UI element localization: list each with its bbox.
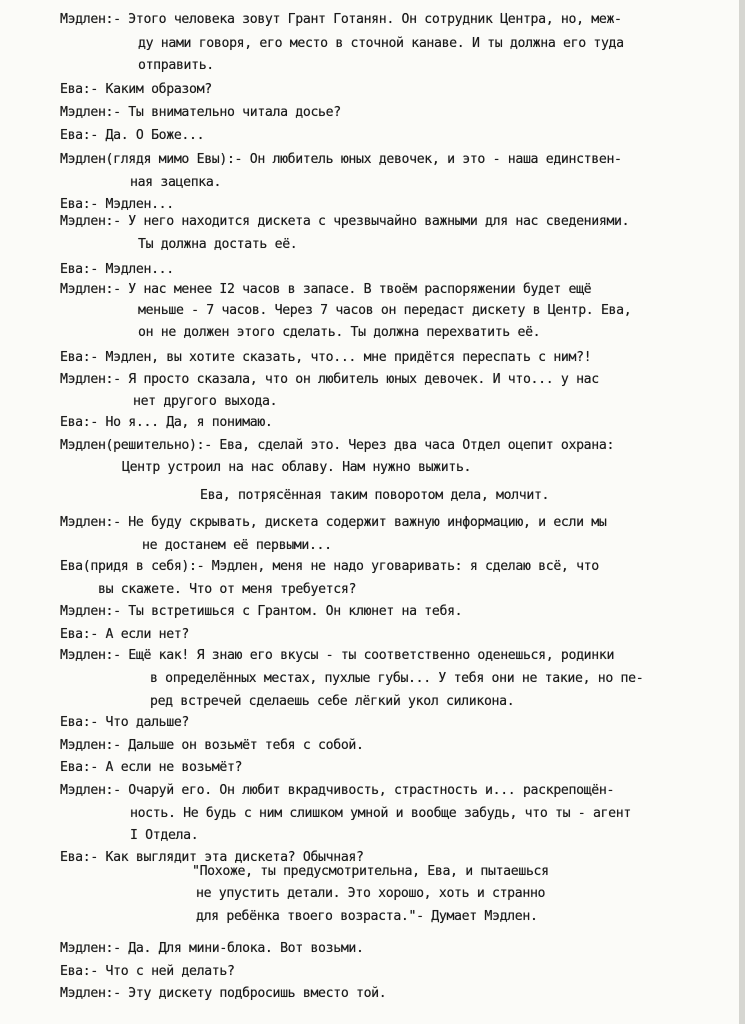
text-line: нет другого выхода.: [133, 394, 278, 409]
text-line: ная зацепка.: [130, 175, 222, 190]
text-line: Мэдлен:- Не буду скрывать, дискета содержит важную информацию, и если мы: [60, 515, 607, 530]
text-line: Ева:- Да. О Боже...: [60, 128, 205, 143]
text-line: Мэдлен:- Ещё как! Я знаю его вкусы - ты соответственно оденешься, родинки: [60, 648, 615, 663]
text-line: Мэдлен:- У него находится дискета с чрезвычайно важными для нас сведениями.: [60, 214, 630, 229]
text-line: Ева:- Что с ней делать?: [60, 964, 235, 979]
text-line: Ева:- Что дальше?: [60, 715, 190, 730]
text-line: не упустить детали. Это хорошо, хоть и странно: [196, 886, 546, 901]
text-line: Мэдлен:- Эту дискету подбросишь вместо той.: [60, 986, 387, 1001]
text-line: Мэдлен:- Очаруй его. Он любит вкрадчивость, страстность и... раскрепощён-: [60, 783, 615, 798]
text-line: Мэдлен:- У нас менее I2 часов в запасе. В твоём распоряжении будет ещё: [60, 282, 592, 297]
text-line: Ева:- А если не возьмёт?: [60, 760, 243, 775]
text-line: Ева:- Мэдлен...: [60, 262, 174, 277]
text-line: I Отдела.: [130, 828, 199, 843]
text-line: меньше - 7 часов. Через 7 часов он передаст дискету в Центр. Ева,: [138, 303, 632, 318]
text-line: Ева:- Мэдлен, вы хотите сказать, что... мне придётся переспать с ним?!: [60, 350, 592, 365]
text-line: он не должен этого сделать. Ты должна перехватить её.: [138, 325, 541, 340]
text-line: Мэдлен:- Дальше он возьмёт тебя с собой.: [60, 738, 364, 753]
page-edge-shadow: [739, 0, 745, 1024]
text-line: Ева:- Но я... Да, я понимаю.: [60, 415, 273, 430]
text-line: не достанем её первыми...: [142, 538, 332, 553]
text-line: ред встречей сделаешь себе лёгкий укол силикона.: [150, 694, 515, 709]
text-line: "Похоже, ты предусмотрительна, Ева, и пытаешься: [192, 864, 549, 879]
text-line: ду нами говоря, его место в сточной канаве. И ты должна его туда: [138, 36, 624, 51]
text-line: в определённых местах, пухлые губы... У тебя они не такие, но пе-: [150, 671, 644, 686]
text-line: Мэдлен:- Этого человека зовут Грант Готанян. Он сотрудник Центра, но, меж-: [60, 12, 622, 27]
text-line: Ты должна достать её.: [138, 237, 298, 252]
text-line: Ева:- Мэдлен...: [60, 197, 174, 212]
text-line: Ева(придя в себя):- Мэдлен, меня не надо уговаривать: я сделаю всё, что: [60, 559, 599, 574]
text-line: Мэдлен(решительно):- Ева, сделай это. Через два часа Отдел оцепит охрана:: [60, 438, 615, 453]
text-line: отправить.: [138, 58, 214, 73]
text-line: Ева, потрясённая таким поворотом дела, молчит.: [200, 488, 550, 503]
text-line: Мэдлен:- Я просто сказала, что он любитель юных девочек. И что... у нас: [60, 372, 599, 387]
text-line: Мэдлен:- Ты внимательно читала досье?: [60, 105, 341, 120]
text-line: Мэдлен(глядя мимо Евы):- Он любитель юных девочек, и это - наша единствен-: [60, 152, 622, 167]
text-line: Ева:- Как выглядит эта дискета? Обычная?: [60, 850, 364, 865]
text-line: Ева:- Каким образом?: [60, 82, 212, 97]
text-line: ность. Не будь с ним слишком умной и вообще забудь, что ты - агент: [130, 806, 631, 821]
text-line: для ребёнка твоего возраста."- Думает Мэдлен.: [196, 909, 538, 924]
text-line: Центр устроил на нас облаву. Нам нужно выжить.: [122, 460, 472, 475]
text-line: Мэдлен:- Да. Для мини-блока. Вот возьми.: [60, 941, 364, 956]
text-line: вы скажете. Что от меня требуется?: [98, 582, 357, 597]
text-line: Ева:- А если нет?: [60, 627, 190, 642]
text-line: Мэдлен:- Ты встретишься с Грантом. Он клюнет на тебя.: [60, 604, 463, 619]
